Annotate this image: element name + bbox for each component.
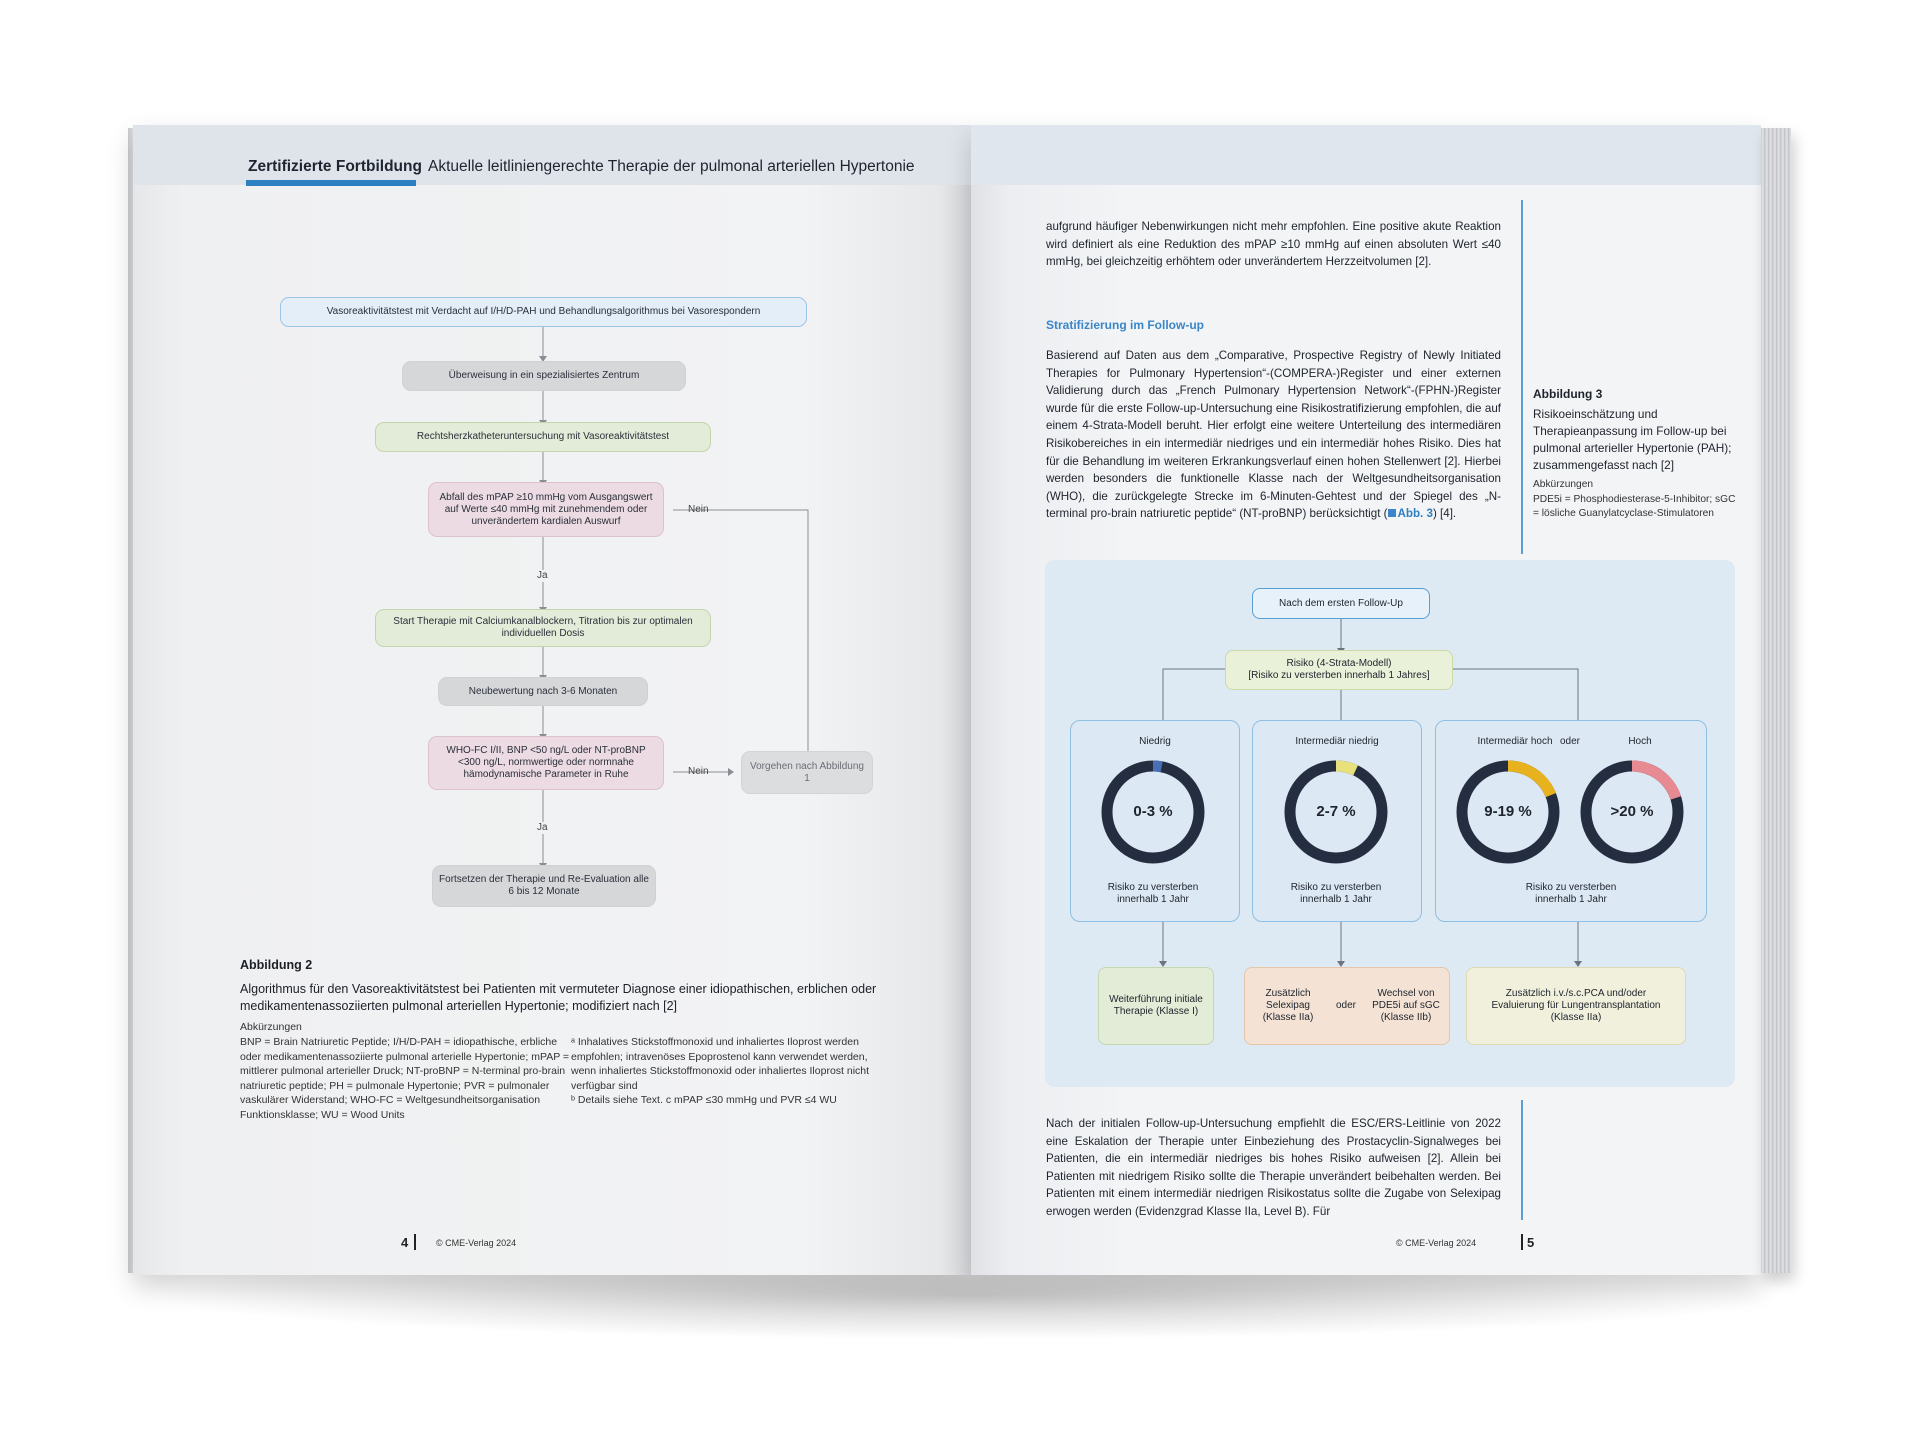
stratum-label-low: Niedrig [1139,736,1171,747]
donut-value-mid-high: 9-19 % [1484,803,1532,820]
page-number-right: 5 [1527,1235,1535,1250]
page-number-left: 4 [401,1235,409,1250]
flow-no-label-1: Nein [688,504,709,515]
donut-value-high: >20 % [1610,803,1654,820]
risk-top-box: Nach dem ersten Follow-Up [1252,588,1430,619]
caption-mid-low: Risiko zu versterben innerhalb 1 Jahr [1290,882,1382,905]
figure2-abbr-text: BNP = Brain Natriuretic Peptide; I/H/D-PAH = idiopathische, erbliche oder medikamentenassoziierte pulmonal arterielle Hypertonie; mPAP = mittlerer pulmonal arterieller Druck; NT-proBNP = N-terminal pro-brain natriuretic peptide; PH = pulmonale Hypertonie; PVR = pulmonaler vaskulärer Widerstand; WHO-FC = Weltgesundheitsorganisation Funktionsklasse; WU = Wood Units [240,1036,570,1121]
caption-low: Risiko zu versterben innerhalb 1 Jahr [1107,882,1199,905]
stratum-oder-label: oder [1559,736,1580,747]
flow-no-label-2: Nein [688,766,709,777]
stratum-label-mid-high: Intermediär hoch [1477,736,1553,747]
body-paragraph-2-text: Basierend auf Daten aus dem „Comparative, Prospective Registry of Newly Initiated Therapies for Pulmonary Hypertension“-(COMPERA-)Register und einer externen Validierung durch das „French Pulmonary Hypertension Network“-(FPHN-)Register wurde für die erste Follow-up-Untersuchung eine Risikostratifizierung empfohlen, die auf einem 4-Strata-Modell beruht. Hier erfolgt eine weitere Unterteilung des intermediären Risikobereiches in ein intermediär niedriges und ein intermediär hohes Risiko. Dies hat für die Behandlung im weiteren Erkrankungsverlauf einen hohen Stellenwert [2]. Hierbei werden besonders die funktionelle Klasse nach der Weltgesundheitsorganisation (WHO), die zurückgelegte Strecke im 6-Minuten-Gehtest und der Spiegel des „N-terminal pro-brain natriuretic peptide“ (NT-proBNP) berücksichtigt ( [1046,349,1501,521]
donut-value-mid-low: 2-7 % [1316,803,1356,820]
figure-ref-link[interactable]: Abb. 3 [1397,507,1433,521]
action-mid-oder: oder [1335,1000,1356,1011]
body-paragraph-1: aufgrund häufiger Nebenwirkungen nicht mehr empfohlen. Eine positive akute Reaktion wird definiert als eine Reduktion des mPAP ≥10 mmHg auf einen absoluten Wert ≤40 mmHg, bei gleichzeitig erhöhtem oder unverändertem Herzzeitvolumen [2]. [1046,220,1501,269]
flow-decision1-box: Abfall des mPAP ≥10 mmHg vom Ausgangswert auf Werte ≤40 mmHg mit zunehmendem oder unverändertem kardialen Auswurf [428,482,664,537]
action-low-box: Weiterführung initiale Therapie (Klasse I) [1098,967,1214,1045]
flow-cath-box: Rechtsherzkatheteruntersuchung mit Vasoreaktivitätstest [375,422,711,452]
action-mid-a: Zusätzlich Selexipag (Klasse IIa) [1262,988,1314,1023]
action-mid-b: Wechsel von PDE5i auf sGC (Klasse IIb) [1372,988,1440,1023]
copyright-left: © CME-Verlag 2024 [436,1238,517,1248]
section-heading: Stratifizierung im Follow-up [1046,318,1204,332]
flow-alt-box: Vorgehen nach Abbildung 1 [741,751,873,794]
figure3-abbr-head: Abkürzungen [1533,479,1594,490]
stratum-label-mid-low: Intermediär niedrig [1295,736,1379,747]
body-paragraph-3: Nach der initialen Follow-up-Untersuchung empfiehlt die ESC/ERS-Leitlinie von 2022 eine Eskalation der Therapie unter Einbeziehung des Prostacyclin-Signalweges bei Patienten, die ein intermediär niedriges bis hohes Risiko aufweisen [2]. Allein bei Patienten mit niedrigem Risiko sollte die Therapie unverändert beibehalten werden. Bei Patienten mit einem intermediär niedrigen Risikostatus sollte die Zugabe von Selexipag erwogen werden (Evidenzgrad Klasse IIa, Level B). Für [1046,1117,1501,1218]
figure2-title: Abbildung 2 [240,958,313,972]
flow-referral-box: Überweisung in ein spezialisiertes Zentrum [402,361,686,391]
figure3-abbr-text: PDE5i = Phosphodiesterase-5-Inhibitor; sGC = lösliche Guanylatcyclase-Stimulatoren [1533,494,1736,519]
action-high-box: Zusätzlich i.v./s.c.PCA und/oder Evaluierung für Lungentransplantation (Klasse IIa) [1466,967,1686,1045]
copyright-right: © CME-Verlag 2024 [1396,1238,1477,1248]
flow-reassess-box: Neubewertung nach 3-6 Monaten [438,677,648,706]
body-paragraph-2-end: ) [4]. [1432,507,1457,521]
figure2-abbr-head: Abkürzungen [240,1021,302,1033]
flow-decision2-box: WHO-FC I/II, BNP <50 ng/L oder NT-proBNP <300 ng/L, normwertige oder normnahe hämodynamische Parameter in Ruhe [428,736,664,790]
donut-value-low: 0-3 % [1133,803,1173,820]
risk-model-line1: Risiko (4-Strata-Modell) [1286,658,1392,669]
caption-high: Risiko zu versterben innerhalb 1 Jahr [1525,882,1617,905]
figure2-note-a: ᵃ Inhalatives Stickstoffmonoxid und inhaliertes Iloprost werden empfohlen; intravenöses Epoprostenol kann verwendet werden, wenn inhaliertes Stickstoffmonoxid oder inhaliertes Iloprost nicht verfügbar sind [571,1036,870,1092]
figure2-caption: Algorithmus für den Vasoreaktivitätstest bei Patienten mit vermuteter Diagnose einer idiopathischen, erblichen oder medikamentenassoziierten pulmonal arteriellen Hypertonie; modifiziert nach [2] [240,982,877,1013]
figure3-caption: Risikoeinschätzung und Therapieanpassung im Follow-up bei pulmonal arterieller Hypertonie (PAH); zusammengefasst nach [2] [1533,407,1732,472]
figure3-title: Abbildung 3 [1533,387,1603,401]
flow-yes-label-2: Ja [537,822,548,833]
action-mid-box [1244,967,1450,1045]
flow-start-therapy-box: Start Therapie mit Calciumkanalblockern, Titration bis zur optimalen individuellen Dosis [375,609,711,647]
flow-continue-box: Fortsetzen der Therapie und Re-Evaluation alle 6 bis 12 Monate [432,865,656,907]
header-title: Aktuelle leitliniengerechte Therapie der pulmonal arteriellen Hypertonie [428,158,915,175]
risk-model-line2: [Risiko zu versterben innerhalb 1 Jahres] [1248,670,1430,681]
figure2-note-b: ᵇ Details siehe Text. c mPAP ≤30 mmHg und PVR ≤4 WU [571,1094,837,1106]
stratum-label-high: Hoch [1628,736,1652,747]
flow-start-box: Vasoreaktivitätstest mit Verdacht auf I/H/D-PAH und Behandlungsalgorithmus bei Vasorespondern [280,297,807,327]
flow-yes-label-1: Ja [537,570,548,581]
header-tag: Zertifizierte Fortbildung [248,158,422,175]
